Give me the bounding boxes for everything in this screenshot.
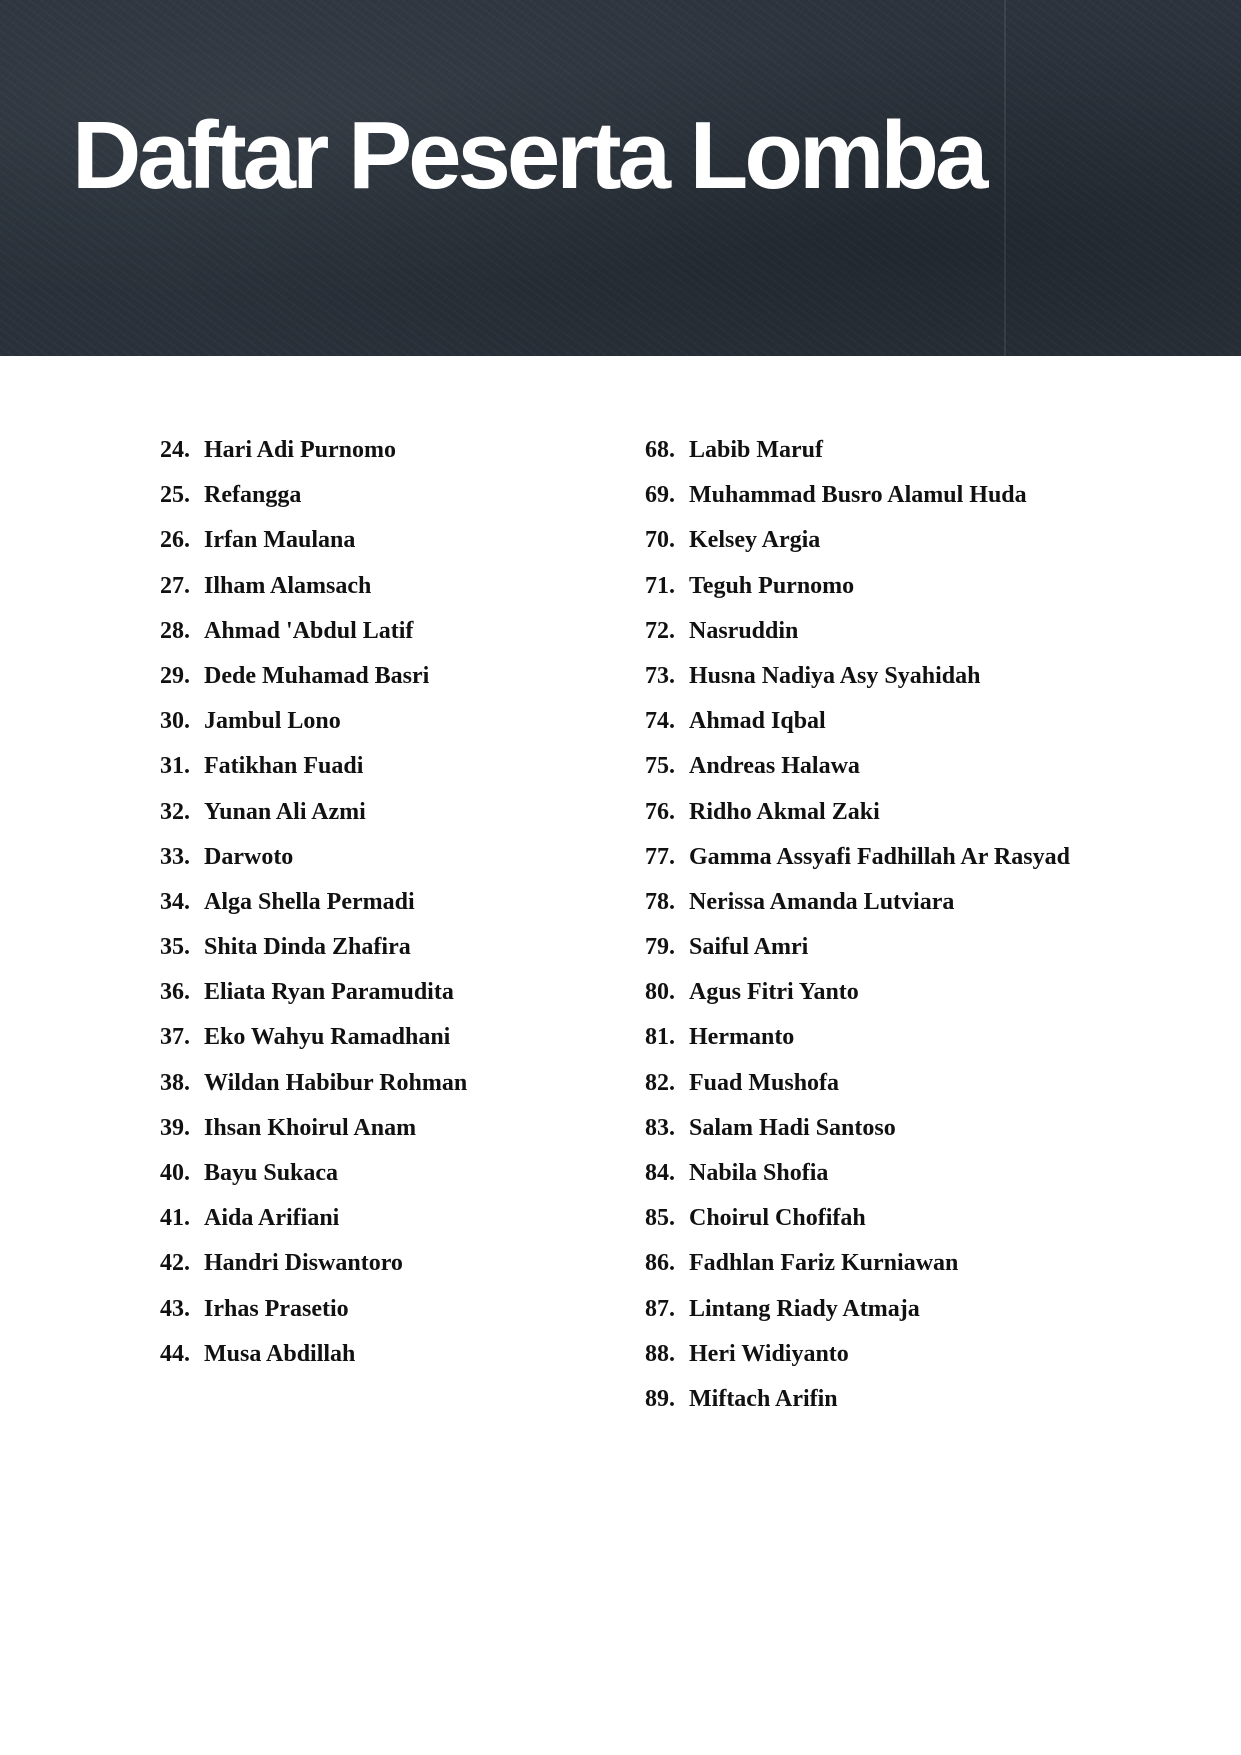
participant-number: 43. (160, 1295, 190, 1322)
participant-name: Dede Muhamad Basri (204, 662, 430, 689)
participant-number: 68. (645, 437, 675, 463)
participant-number: 89. (645, 1385, 675, 1412)
list-item (160, 792, 467, 837)
participant-name: Wildan Habibur Rohman (204, 1069, 468, 1096)
participant-name: Eko Wahyu Ramadhani (204, 1024, 451, 1051)
participant-name: Ahmad 'Abdul Latif (204, 617, 414, 644)
participant-name: Miftach Arifin (689, 1385, 838, 1412)
participant-number: 69. (645, 482, 675, 509)
list-item (645, 1334, 1070, 1379)
list-item (645, 611, 1070, 656)
list-item (645, 1108, 1070, 1153)
participant-name: Alga Shella Permadi (204, 888, 415, 915)
list-item (645, 1289, 1070, 1334)
list-item (645, 927, 1070, 972)
participant-name: Teguh Purnomo (689, 572, 855, 599)
list-item (645, 701, 1070, 746)
participant-name: Eliata Ryan Paramudita (204, 979, 454, 1006)
participant-name: Ilham Alamsach (204, 572, 372, 599)
participant-list-right (645, 430, 1070, 1424)
participant-name: Bayu Sukaca (204, 1160, 339, 1186)
participant-number: 83. (645, 1114, 675, 1141)
participant-name: Nerissa Amanda Lutviara (689, 888, 955, 915)
list-item (160, 430, 467, 475)
participant-number: 80. (645, 979, 675, 1006)
page-title: Daftar Peserta Lomba (72, 102, 985, 209)
participant-number: 70. (645, 527, 675, 554)
participant-number: 87. (645, 1295, 675, 1322)
header-texture-seam (1004, 0, 1006, 356)
participant-name: Musa Abdillah (204, 1340, 356, 1367)
participant-name: Hari Adi Purnomo (204, 437, 397, 463)
list-item (645, 475, 1070, 520)
participant-name: Darwoto (204, 843, 294, 870)
list-item (645, 1379, 1070, 1424)
list-item (160, 1334, 467, 1379)
participant-number: 27. (160, 572, 190, 599)
participant-number: 74. (645, 708, 675, 735)
list-item (645, 566, 1070, 611)
participant-name: Salam Hadi Santoso (689, 1114, 896, 1141)
participant-number: 31. (160, 753, 190, 780)
list-item (645, 882, 1070, 927)
list-item (160, 837, 467, 882)
participant-number: 75. (645, 753, 675, 780)
list-item (645, 746, 1070, 791)
participant-name: Ahmad Iqbal (689, 708, 826, 735)
participant-name: Muhammad Busro Alamul Huda (689, 482, 1027, 509)
list-item (645, 792, 1070, 837)
participant-name: Agus Fitri Yanto (689, 979, 859, 1006)
list-item (645, 1243, 1070, 1288)
list-item (645, 656, 1070, 701)
participant-name: Nasruddin (689, 617, 799, 644)
list-item (160, 1198, 467, 1243)
participant-number: 86. (645, 1250, 675, 1277)
participant-name: Husna Nadiya Asy Syahidah (689, 662, 981, 689)
participant-number: 33. (160, 843, 190, 870)
participant-number: 32. (160, 798, 190, 825)
list-item (160, 972, 467, 1017)
list-item (645, 972, 1070, 1017)
participant-number: 76. (645, 798, 675, 825)
participant-name: Fuad Mushofa (689, 1069, 840, 1096)
participant-number: 40. (160, 1160, 190, 1186)
participant-number: 72. (645, 617, 675, 644)
list-item (160, 656, 467, 701)
participant-number: 25. (160, 482, 190, 509)
participant-number: 73. (645, 662, 675, 689)
participant-name: Handri Diswantoro (204, 1250, 403, 1277)
list-item (645, 1153, 1070, 1198)
participant-number: 41. (160, 1205, 190, 1232)
list-item (160, 1108, 467, 1153)
participant-name: Saiful Amri (689, 934, 809, 961)
participant-number: 79. (645, 934, 675, 961)
list-item (645, 1063, 1070, 1108)
list-item (160, 701, 467, 746)
list-item (160, 1153, 467, 1198)
participant-name: Fadhlan Fariz Kurniawan (689, 1250, 959, 1277)
participant-name: Lintang Riady Atmaja (689, 1295, 920, 1322)
participant-number: 42. (160, 1250, 190, 1277)
list-item (160, 1063, 467, 1108)
participant-number: 84. (645, 1160, 675, 1186)
participant-number: 30. (160, 708, 190, 735)
participant-name: Labib Maruf (689, 437, 824, 463)
list-item (160, 475, 467, 520)
list-item (160, 882, 467, 927)
participant-number: 78. (645, 888, 675, 915)
participant-number: 35. (160, 934, 190, 961)
participant-number: 71. (645, 572, 675, 599)
list-item (160, 566, 467, 611)
participant-name: Ihsan Khoirul Anam (204, 1114, 417, 1141)
participant-name: Refangga (204, 482, 302, 509)
participant-number: 38. (160, 1069, 190, 1096)
participant-number: 24. (160, 437, 190, 463)
participant-number: 29. (160, 662, 190, 689)
list-item (160, 746, 467, 791)
participant-name: Irhas Prasetio (204, 1295, 349, 1322)
participant-name: Gamma Assyafi Fadhillah Ar Rasyad (689, 843, 1070, 870)
participant-name: Andreas Halawa (689, 753, 860, 780)
participant-name: Jambul Lono (204, 708, 341, 735)
participant-name: Shita Dinda Zhafira (204, 934, 411, 961)
participant-name: Fatikhan Fuadi (204, 753, 364, 780)
list-item (160, 1017, 467, 1062)
list-item (645, 1198, 1070, 1243)
participant-name: Ridho Akmal Zaki (689, 798, 880, 825)
list-item (645, 520, 1070, 565)
participant-name: Kelsey Argia (689, 527, 821, 554)
participant-number: 82. (645, 1069, 675, 1096)
list-item (160, 1289, 467, 1334)
participant-number: 36. (160, 979, 190, 1006)
participant-number: 39. (160, 1114, 190, 1141)
participant-list-left (160, 430, 467, 1379)
participant-number: 34. (160, 888, 190, 915)
list-item (160, 611, 467, 656)
participant-number: 85. (645, 1205, 675, 1232)
participant-number: 77. (645, 843, 675, 870)
participant-number: 26. (160, 527, 190, 554)
list-item (645, 1017, 1070, 1062)
participant-number: 37. (160, 1024, 190, 1051)
header-banner (0, 0, 1241, 356)
participant-number: 88. (645, 1340, 675, 1367)
participant-number: 81. (645, 1024, 675, 1051)
participant-name: Heri Widiyanto (689, 1340, 849, 1367)
list-item (645, 837, 1070, 882)
participant-name: Yunan Ali Azmi (204, 798, 366, 825)
list-item (160, 520, 467, 565)
list-item (160, 1243, 467, 1288)
participant-name: Hermanto (689, 1024, 795, 1051)
participant-name: Irfan Maulana (204, 527, 356, 554)
participant-name: Choirul Chofifah (689, 1205, 866, 1232)
participant-number: 28. (160, 617, 190, 644)
list-item (645, 430, 1070, 475)
participant-name: Aida Arifiani (204, 1205, 340, 1232)
participant-name: Nabila Shofia (689, 1160, 829, 1186)
list-item (160, 927, 467, 972)
participant-number: 44. (160, 1340, 190, 1367)
